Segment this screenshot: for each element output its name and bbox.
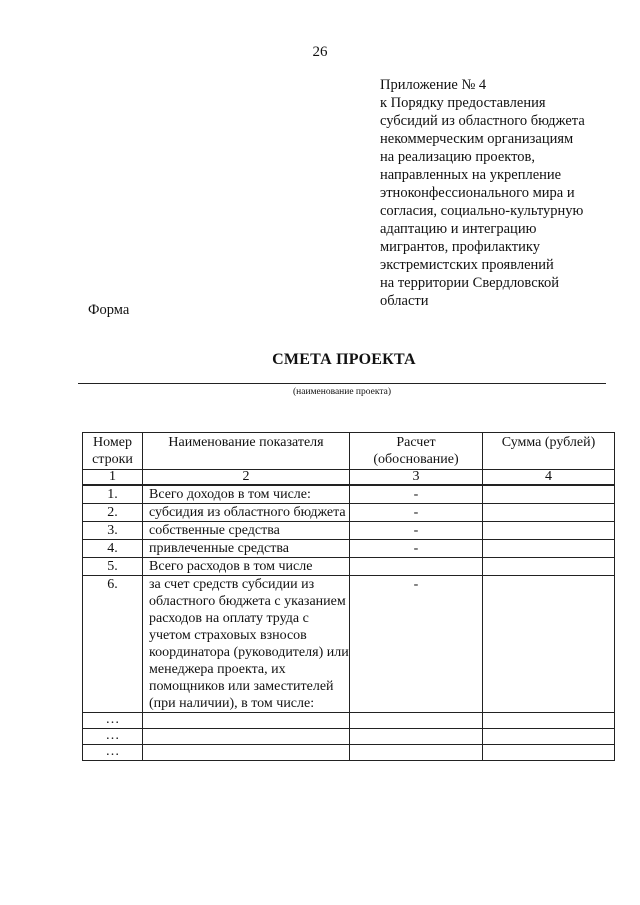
appendix-line: этноконфессионального мира и	[380, 185, 575, 201]
table-row	[83, 713, 615, 729]
table-row	[83, 558, 615, 576]
appendix-line: некоммерческим организациям	[380, 131, 574, 147]
row-number: …	[83, 729, 143, 745]
page-number: 26	[312, 44, 328, 60]
row-indicator-name: Всего доходов в том числе:	[143, 485, 350, 504]
row-calculation: -	[350, 485, 483, 504]
row-number: …	[83, 713, 143, 729]
appendix-line: на реализацию проектов,	[380, 149, 535, 165]
table-row	[83, 745, 615, 761]
form-label: Форма	[88, 302, 130, 318]
appendix-block	[380, 76, 630, 310]
row-sum	[483, 522, 615, 540]
row-indicator-name: за счет средств субсидии из областного бюджета с указанием расходов на оплату труда с учетом страховых взносов координатора (руководителя) или менеджера проекта, их помощников или заместителей (при наличии), в том числе:	[143, 576, 350, 713]
row-sum	[483, 729, 615, 745]
row-number: 3.	[83, 522, 143, 540]
row-calculation: -	[350, 576, 483, 713]
column-number: 4	[483, 470, 615, 486]
row-sum	[483, 576, 615, 713]
row-number: 6.	[83, 576, 143, 713]
table-row	[83, 485, 615, 504]
project-name-caption: (наименование проекта)	[292, 387, 391, 397]
appendix-line: субсидий из областного бюджета	[380, 113, 585, 129]
appendix-line: Приложение № 4	[380, 77, 487, 93]
row-number: 1.	[83, 485, 143, 504]
header-row-number: Номер строки	[83, 433, 143, 470]
appendix-line: области	[380, 293, 429, 309]
header-sum: Сумма (рублей)	[483, 433, 615, 470]
table-row	[83, 540, 615, 558]
column-number: 2	[143, 470, 350, 486]
appendix-line: мигрантов, профилактику	[380, 239, 540, 255]
row-sum	[483, 713, 615, 729]
row-number: 4.	[83, 540, 143, 558]
column-numbers-row	[83, 470, 615, 486]
appendix-line: направленных на укрепление	[380, 167, 562, 183]
row-indicator-name	[143, 729, 350, 745]
row-calculation	[350, 729, 483, 745]
appendix-line: адаптацию и интеграцию	[380, 221, 537, 237]
row-calculation: -	[350, 504, 483, 522]
appendix-line: экстремистских проявлений	[380, 257, 554, 273]
row-indicator-name: привлеченные средства	[143, 540, 350, 558]
project-name-line	[78, 383, 606, 384]
row-sum	[483, 504, 615, 522]
row-indicator-name: Всего расходов в том числе	[143, 558, 350, 576]
table-row	[83, 576, 615, 713]
row-calculation	[350, 558, 483, 576]
table-row	[83, 522, 615, 540]
row-sum	[483, 485, 615, 504]
row-number: 5.	[83, 558, 143, 576]
estimate-table	[82, 432, 615, 761]
row-indicator-name: субсидия из областного бюджета	[143, 504, 350, 522]
row-calculation	[350, 713, 483, 729]
document-title: СМЕТА ПРОЕКТА	[272, 351, 416, 368]
column-number: 3	[350, 470, 483, 486]
row-sum	[483, 558, 615, 576]
row-indicator-name	[143, 745, 350, 761]
appendix-line: к Порядку предоставления	[380, 95, 546, 111]
row-number: 2.	[83, 504, 143, 522]
column-number: 1	[83, 470, 143, 486]
appendix-line: согласия, социально-культурную	[380, 203, 584, 219]
header-indicator-name: Наименование показателя	[143, 433, 350, 470]
table-row	[83, 504, 615, 522]
table-row	[83, 729, 615, 745]
row-sum	[483, 540, 615, 558]
row-indicator-name: собственные средства	[143, 522, 350, 540]
row-calculation: -	[350, 522, 483, 540]
appendix-line: на территории Свердловской	[380, 275, 559, 291]
row-calculation	[350, 745, 483, 761]
table-header-row	[83, 433, 615, 470]
row-number: …	[83, 745, 143, 761]
row-indicator-name	[143, 713, 350, 729]
row-calculation: -	[350, 540, 483, 558]
row-sum	[483, 745, 615, 761]
header-calculation: Расчет (обоснование)	[350, 433, 483, 470]
